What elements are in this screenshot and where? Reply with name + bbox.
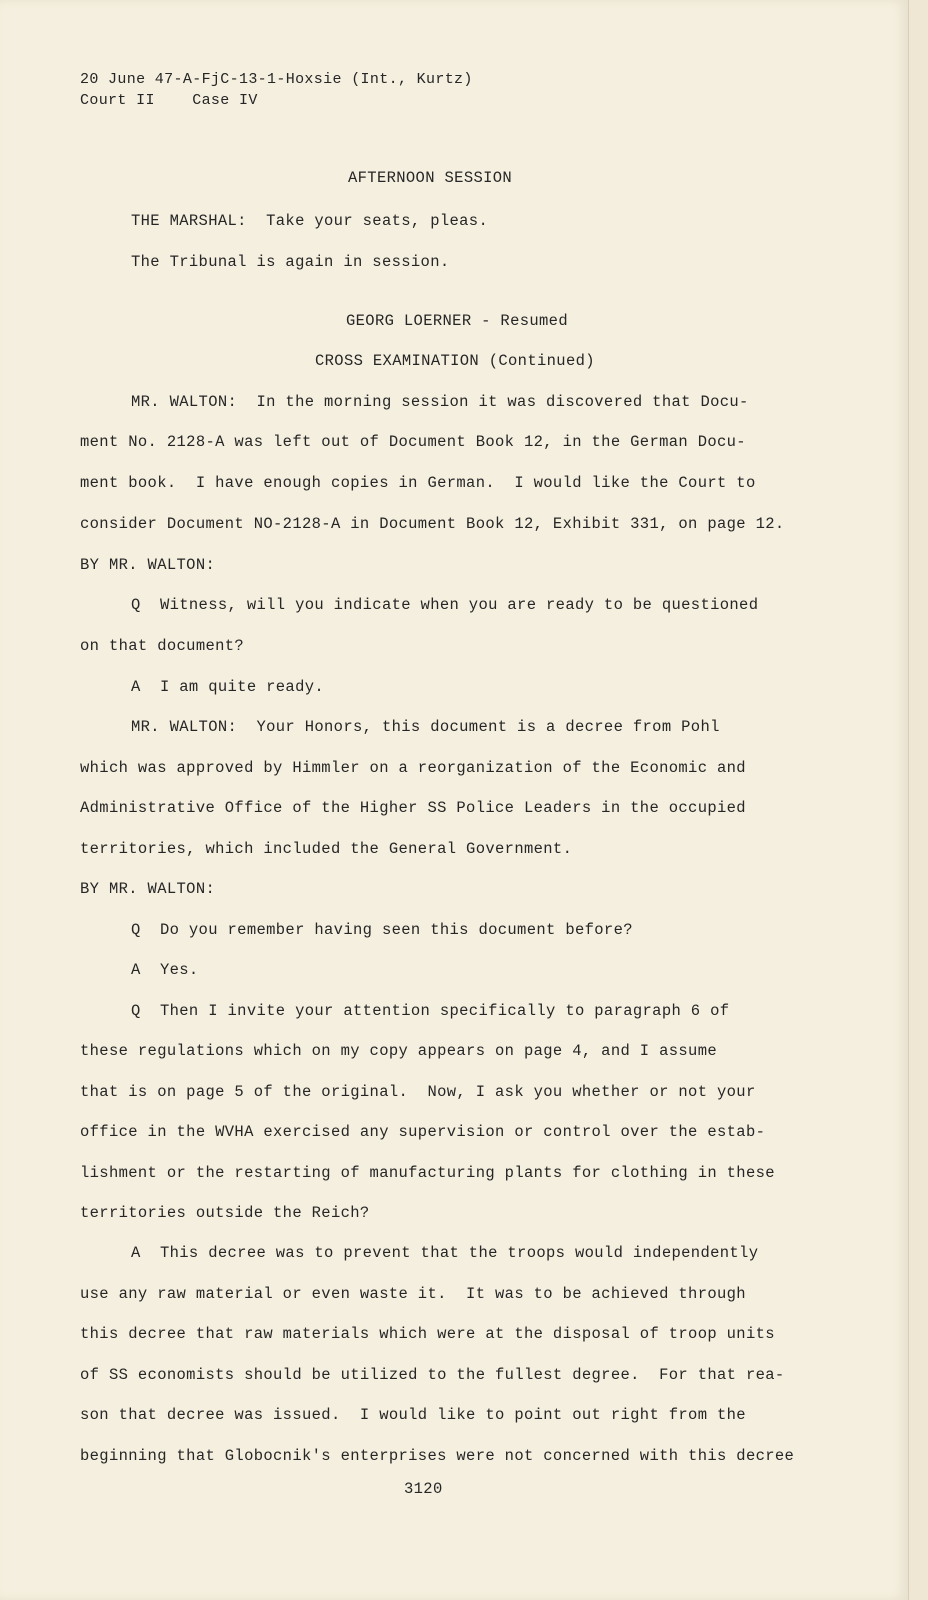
text-line: Q Then I invite your attention specifically to paragraph 6 of <box>131 1002 730 1020</box>
text-line: this decree that raw materials which were at the disposal of troop units <box>80 1325 775 1343</box>
text-line: MR. WALTON: In the morning session it was discovered that Docu- <box>131 393 749 411</box>
text-line: A Yes. <box>131 961 199 979</box>
text-line: consider Document NO-2128-A in Document Book 12, Exhibit 331, on page 12. <box>80 515 785 533</box>
text-line: son that decree was issued. I would like to point out right from the <box>80 1406 746 1424</box>
text-line: ment book. I have enough copies in German. I would like the Court to <box>80 474 756 492</box>
text-line: territories, which included the General Government. <box>80 840 573 858</box>
text-line: lishment or the restarting of manufacturing plants for clothing in these <box>80 1164 775 1182</box>
text-line: BY MR. WALTON: <box>80 880 216 898</box>
text-line: The Tribunal is again in session. <box>131 253 450 271</box>
session-title: AFTERNOON SESSION <box>348 169 513 187</box>
text-line: that is on page 5 of the original. Now, I ask you whether or not your <box>80 1083 756 1101</box>
text-line: of SS economists should be utilized to the fullest degree. For that rea- <box>80 1366 785 1384</box>
text-line: ment No. 2128-A was left out of Document Book 12, in the German Docu- <box>80 433 746 451</box>
text-line: Administrative Office of the Higher SS Police Leaders in the occupied <box>80 799 746 817</box>
examination-heading: CROSS EXAMINATION (Continued) <box>315 352 595 370</box>
text-line: MR. WALTON: Your Honors, this document is a decree from Pohl <box>131 718 720 736</box>
text-line: Q Do you remember having seen this document before? <box>131 921 633 939</box>
text-line: Q Witness, will you indicate when you are ready to be questioned <box>131 596 759 614</box>
text-line: use any raw material or even waste it. It was to be achieved through <box>80 1285 746 1303</box>
text-line: which was approved by Himmler on a reorganization of the Economic and <box>80 759 746 777</box>
witness-heading: GEORG LOERNER - Resumed <box>346 312 568 330</box>
text-line: A This decree was to prevent that the troops would independently <box>131 1244 759 1262</box>
text-line: A I am quite ready. <box>131 678 325 696</box>
text-line: beginning that Globocnik's enterprises were not concerned with this decree <box>80 1447 795 1465</box>
header-line-2: Court II Case IV <box>80 92 258 109</box>
text-line: office in the WVHA exercised any supervision or control over the estab- <box>80 1123 766 1141</box>
header-line-1: 20 June 47-A-FjC-13-1-Hoxsie (Int., Kurtz) <box>80 71 473 88</box>
text-line: THE MARSHAL: Take your seats, pleas. <box>131 212 489 230</box>
text-line: territories outside the Reich? <box>80 1204 370 1222</box>
text-line: on that document? <box>80 637 245 655</box>
text-line: these regulations which on my copy appears on page 4, and I assume <box>80 1042 717 1060</box>
page-number: 3120 <box>404 1480 443 1498</box>
text-line: BY MR. WALTON: <box>80 556 216 574</box>
